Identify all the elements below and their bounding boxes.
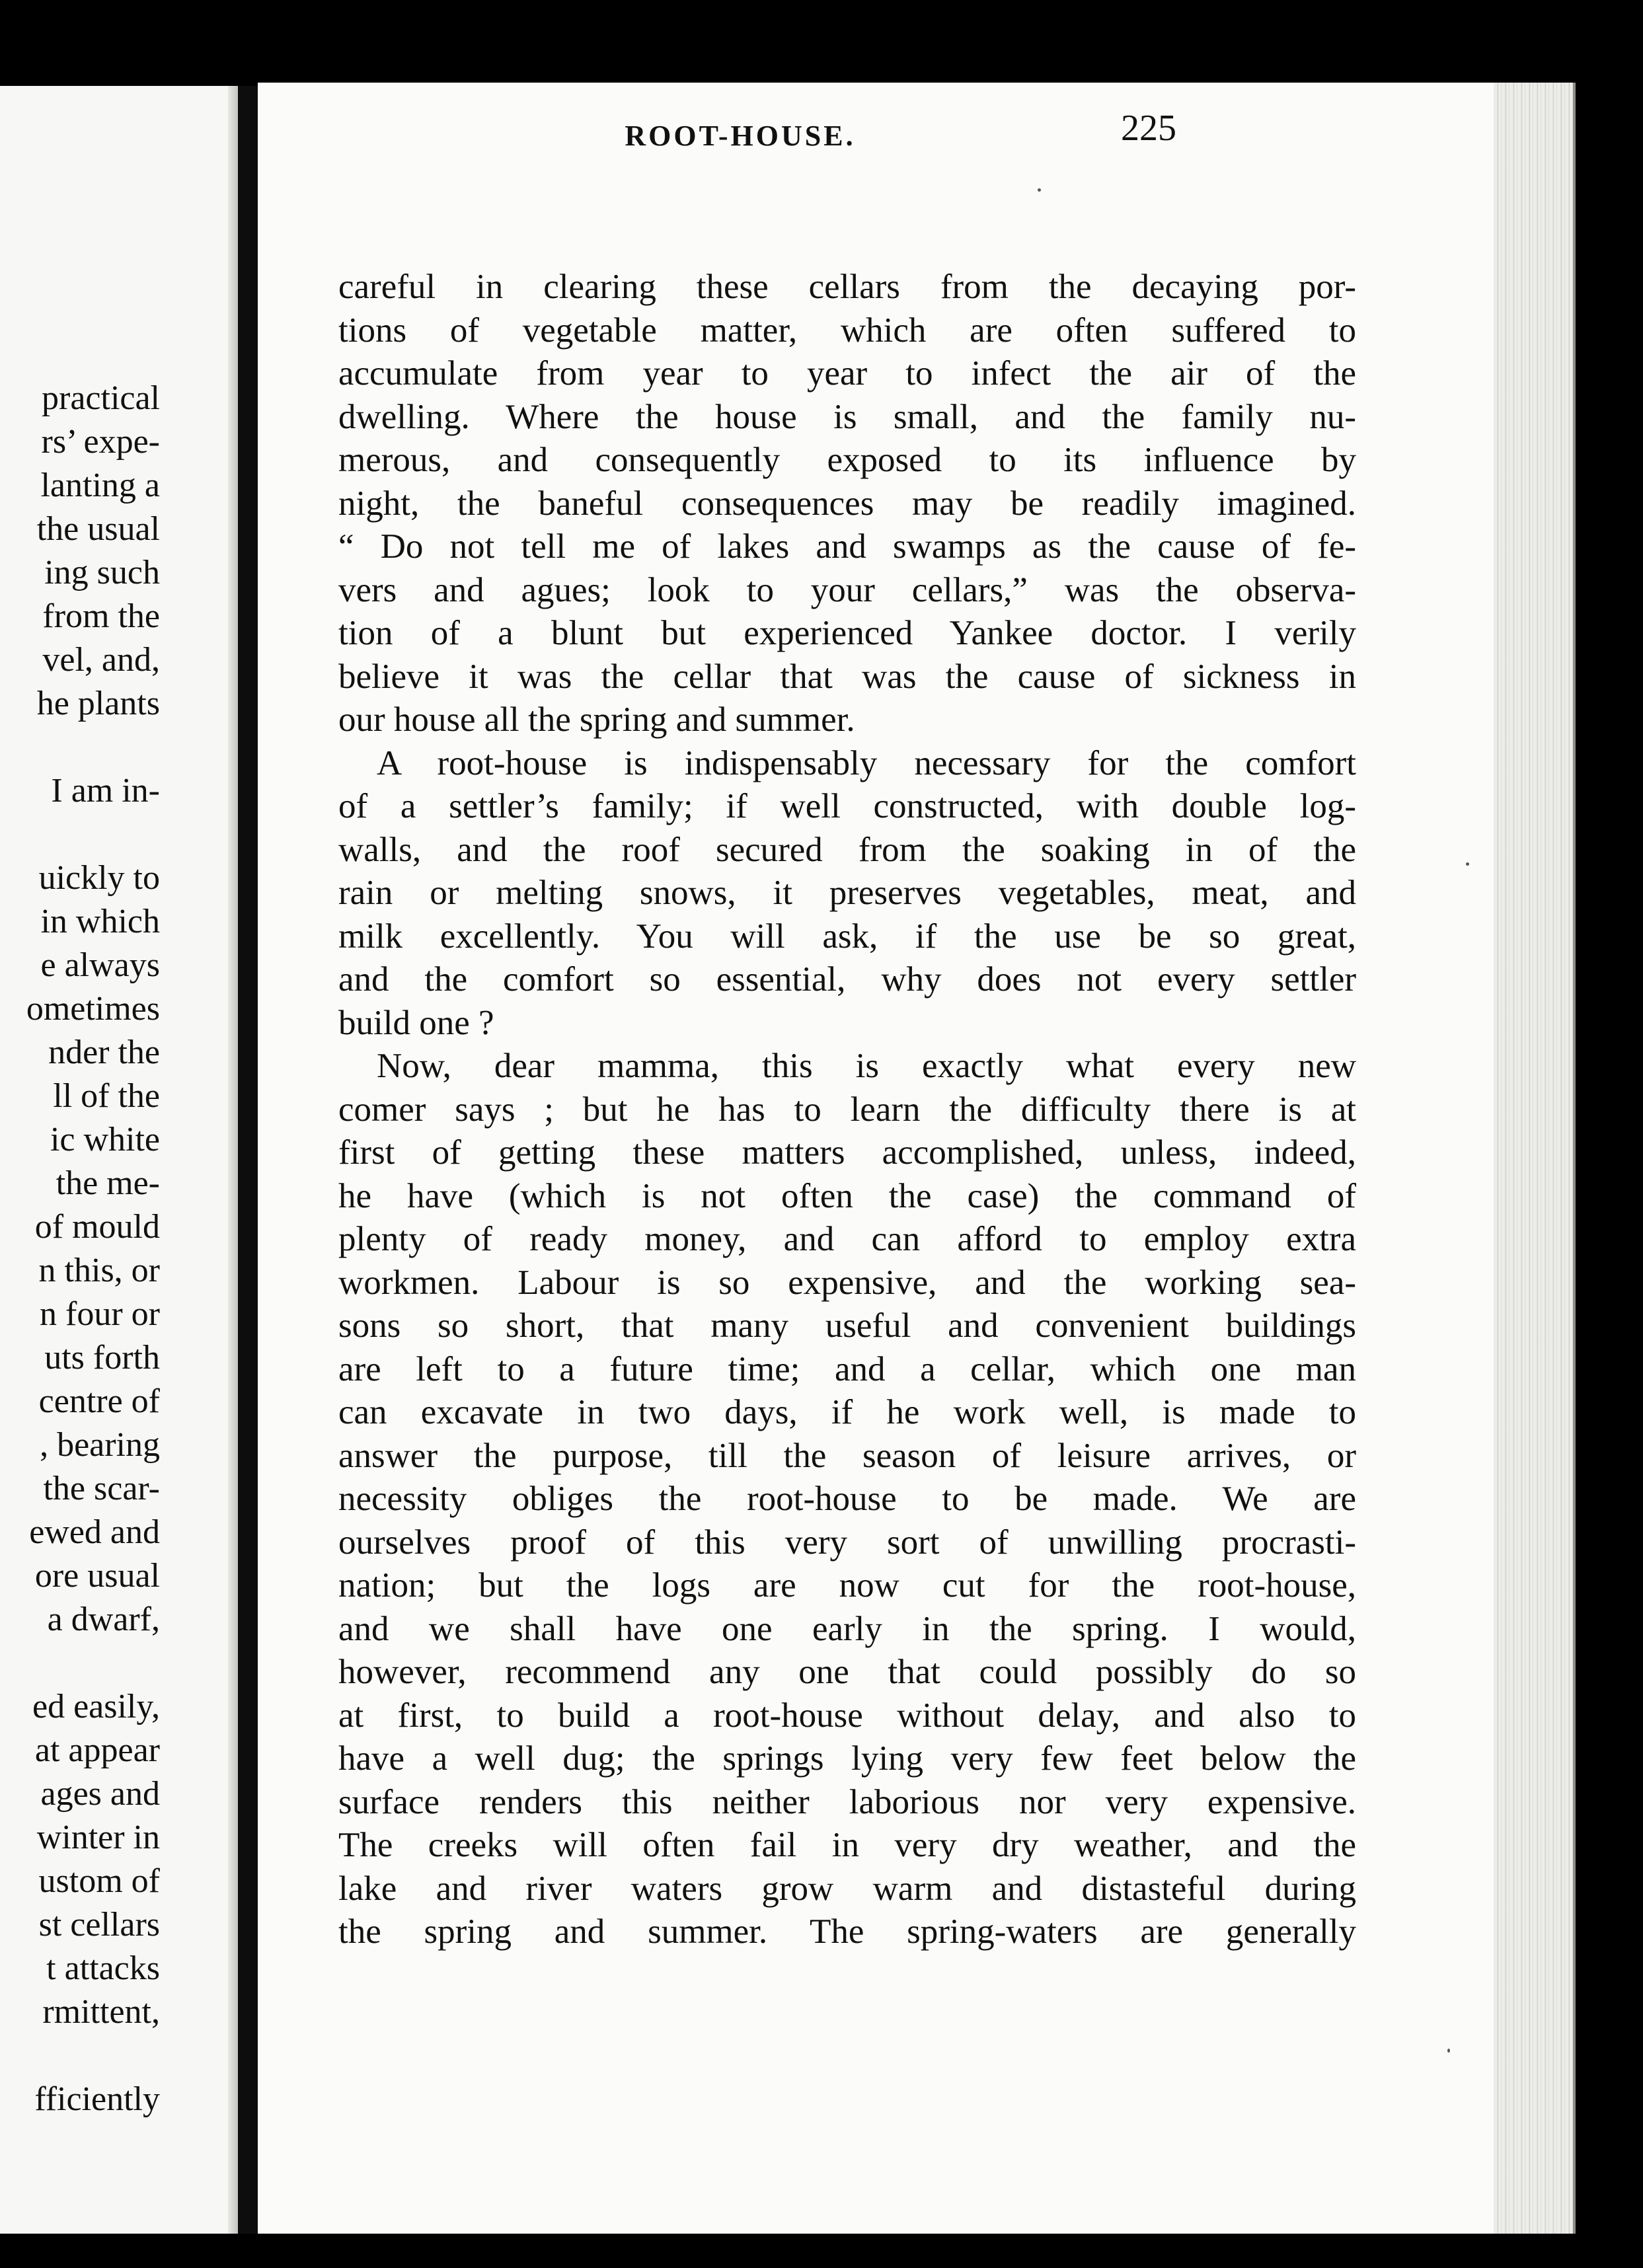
page-speck bbox=[1038, 188, 1041, 192]
text-line: and we shall have one early in the spring. I would, bbox=[338, 1609, 1356, 1648]
running-title: ROOT-HOUSE. bbox=[625, 120, 856, 152]
previous-page-line: the me- bbox=[56, 1164, 160, 1202]
text-line: sons so short, that many useful and convenient buildings bbox=[338, 1306, 1356, 1345]
body-text bbox=[338, 266, 1356, 1954]
text-line: The creeks will often fail in very dry weather, and the bbox=[338, 1826, 1356, 1864]
text-line: milk excellently. You will ask, if the use be so great, bbox=[338, 917, 1356, 956]
text-line: comer says ; but he has to learn the difficulty there is at bbox=[338, 1090, 1356, 1129]
page-gutter-shadow bbox=[228, 86, 238, 2234]
previous-page-line bbox=[26, 726, 160, 769]
text-line: careful in clearing these cellars from the decaying por- bbox=[338, 268, 1356, 306]
book-spine bbox=[238, 86, 258, 2234]
text-line: accumulate from year to year to infect the air of the bbox=[338, 354, 1356, 393]
text-line: “ Do not tell me of lakes and swamps as the cause of fe- bbox=[338, 527, 1356, 566]
text-line: he have (which is not often the case) the command of bbox=[338, 1176, 1356, 1215]
previous-page-line: ed easily, bbox=[32, 1688, 160, 1725]
text-line: nation; but the logs are now cut for the root-house, bbox=[338, 1566, 1356, 1605]
text-line: and the comfort so essential, why does not every settler bbox=[338, 960, 1356, 999]
previous-page-line: the scar- bbox=[43, 1470, 160, 1507]
text-line: our house all the spring and summer. bbox=[338, 700, 855, 739]
previous-page-line: uts forth bbox=[44, 1339, 160, 1377]
previous-page-line: vel, and, bbox=[42, 641, 160, 679]
text-line: answer the purpose, till the season of leisure arrives, or bbox=[338, 1436, 1356, 1475]
previous-page-line: the usual bbox=[36, 510, 160, 548]
text-line: dwelling. Where the house is small, and the family nu- bbox=[338, 397, 1356, 436]
previous-page-line: rs’ expe- bbox=[41, 423, 160, 461]
text-line: surface renders this neither laborious nor very expensive. bbox=[338, 1782, 1356, 1821]
text-line: however, recommend any one that could possibly do so bbox=[338, 1653, 1356, 1691]
previous-page-line bbox=[26, 1642, 160, 1685]
previous-page-line: ustom of bbox=[38, 1862, 160, 1900]
previous-page-line: e always bbox=[40, 946, 160, 984]
previous-page-line: practical bbox=[42, 379, 160, 417]
previous-page-line: winter in bbox=[36, 1819, 160, 1856]
previous-page-line: ewed and bbox=[29, 1513, 160, 1551]
previous-page-line: ages and bbox=[40, 1775, 160, 1813]
text-line: the spring and summer. The spring-waters are generally bbox=[338, 1912, 1356, 1951]
previous-page-fragment bbox=[0, 86, 238, 2234]
previous-page-line bbox=[26, 2034, 160, 2078]
previous-page-line bbox=[26, 813, 160, 856]
text-line: tions of vegetable matter, which are often suffered to bbox=[338, 311, 1356, 350]
page-number: 225 bbox=[1121, 108, 1176, 149]
previous-page-line: from the bbox=[42, 597, 160, 635]
previous-page-line: fficiently bbox=[34, 2080, 160, 2118]
text-line: first of getting these matters accomplished, unless, indeed, bbox=[338, 1133, 1356, 1172]
text-line: lake and river waters grow warm and distasteful during bbox=[338, 1869, 1356, 1908]
previous-page-line: n four or bbox=[40, 1295, 160, 1333]
text-line: build one ? bbox=[338, 1003, 494, 1042]
text-line: at first, to build a root-house without delay, and also to bbox=[338, 1696, 1356, 1735]
text-line: rain or melting snows, it preserves vegetables, meat, and bbox=[338, 874, 1356, 912]
text-line: are left to a future time; and a cellar, which one man bbox=[338, 1349, 1356, 1388]
previous-page-line: , bearing bbox=[40, 1426, 160, 1464]
running-head bbox=[476, 107, 1176, 160]
previous-page-line: of mould bbox=[34, 1208, 160, 1246]
text-line: believe it was the cellar that was the cause of sickness in bbox=[338, 657, 1356, 696]
previous-page-line: ing such bbox=[44, 554, 160, 591]
page-edges bbox=[1494, 83, 1576, 2234]
text-line: tion of a blunt but experienced Yankee doctor. I verily bbox=[338, 614, 1356, 652]
previous-page-line: t attacks bbox=[46, 1949, 160, 1987]
text-line: have a well dug; the springs lying very few feet below the bbox=[338, 1739, 1356, 1778]
text-line: ourselves proof of this very sort of unwilling procrasti- bbox=[338, 1523, 1356, 1562]
previous-page-line: ore usual bbox=[34, 1557, 160, 1595]
previous-page-line: ll of the bbox=[53, 1077, 160, 1115]
text-line: walls, and the roof secured from the soaking in of the bbox=[338, 830, 1356, 869]
previous-page-line: nder the bbox=[48, 1034, 160, 1071]
previous-page-line: rmittent, bbox=[42, 1993, 160, 2031]
previous-page-line: st cellars bbox=[38, 1906, 160, 1944]
text-line: workmen. Labour is so expensive, and the working sea- bbox=[338, 1263, 1356, 1302]
text-line: A root-house is indispensably necessary for the comfort bbox=[377, 743, 1356, 782]
previous-page-line: in which bbox=[40, 903, 160, 940]
page-speck bbox=[1447, 2049, 1450, 2053]
previous-page-line: lanting a bbox=[40, 467, 160, 504]
text-line: merous, and consequently exposed to its influence by bbox=[338, 441, 1356, 479]
previous-page-line: he plants bbox=[36, 685, 160, 722]
previous-page-line: uickly to bbox=[38, 859, 160, 897]
text-line: night, the baneful consequences may be readily imagined. bbox=[338, 484, 1356, 523]
previous-page-line: ometimes bbox=[26, 990, 160, 1028]
text-line: vers and agues; look to your cellars,” was the observa- bbox=[338, 570, 1356, 609]
previous-page-text bbox=[26, 377, 160, 2121]
previous-page-line: a dwarf, bbox=[47, 1601, 160, 1638]
previous-page-line: I am in- bbox=[51, 772, 160, 810]
text-line: Now, dear mamma, this is exactly what every new bbox=[377, 1047, 1356, 1085]
text-line: can excavate in two days, if he work well, is made to bbox=[338, 1393, 1356, 1431]
page-speck bbox=[1466, 862, 1469, 866]
previous-page-line: n this, or bbox=[38, 1252, 160, 1289]
previous-page-line: centre of bbox=[38, 1382, 160, 1420]
text-line: of a settler’s family; if well constructed, with double log- bbox=[338, 787, 1356, 825]
previous-page-line: at appear bbox=[34, 1731, 160, 1769]
text-line: plenty of ready money, and can afford to employ extra bbox=[338, 1220, 1356, 1258]
previous-page-line: ic white bbox=[50, 1121, 160, 1158]
text-line: necessity obliges the root-house to be made. We are bbox=[338, 1480, 1356, 1518]
